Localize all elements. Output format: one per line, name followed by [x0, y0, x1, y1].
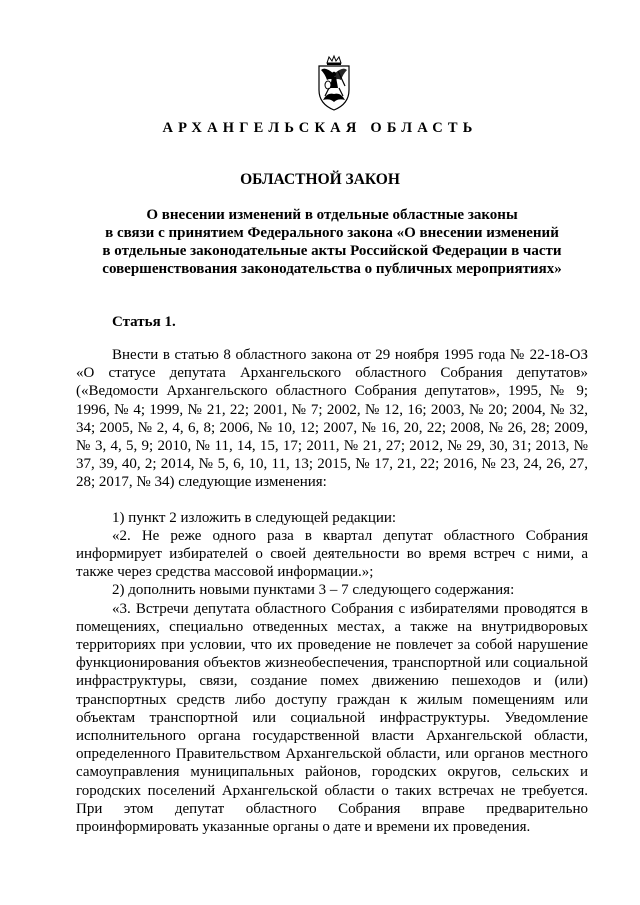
- arkhangelsk-coat-of-arms-icon: [305, 54, 363, 112]
- law-title-line: О внесении изменений в отдельные областные законы: [146, 207, 518, 223]
- law-title-line: в отдельные законодательные акты Российской Федерации в части: [102, 243, 562, 259]
- amendment-item-1: 1) пункт 2 изложить в следующей редакции:: [112, 509, 397, 526]
- article-heading: Статья 1.: [112, 314, 176, 330]
- paragraph-gap: [76, 492, 588, 509]
- article-body: [76, 346, 588, 836]
- article-intro-paragraph: Внести в статью 8 областного закона от 29 ноября 1995 года № 22-18-ОЗ «О статусе депутата Архангельского областного Собрания депутатов» («Ведомости Архангельского областного Собрания депутатов», 1995, № 9; 1996, № 4; 1999, № 21, 22; 2001, № 7; 2002, № 12, 16; 2003, № 20; 2004, № 32, 34; 2005, № 2, 4, 6, 8; 2006, № 10, 12; 2007, № 16, 20, 22; 2008, № 26, 28; 2009, № 3, 4, 5, 9; 2010, № 11, 14, 15, 17; 2011, № 21, 27; 2012, № 29, 30, 31; 2013, № 37, 39, 40, 2; 2014, № 5, 6, 10, 11, 13; 2015, № 17, 21, 22; 2016, № 23, 24, 26, 27, 28; 2017, № 34) следующие изменения:: [76, 347, 588, 491]
- amendment-item-2: 2) дополнить новыми пунктами 3 – 7 следующего содержания:: [112, 582, 515, 599]
- amendment-item-1-text: «2. Не реже одного раза в квартал депутат областного Собрания информирует избирателей о своей деятельности во время встреч с ними, а также через средства массовой информации.»;: [76, 527, 588, 581]
- law-title-line: совершенствования законодательства о публичных мероприятиях»: [102, 261, 562, 277]
- amendment-item-2-text: «3. Встречи депутата областного Собрания с избирателями проводятся в помещениях, специально отведенных местах, а также на внутридворовых территориях при условии, что их проведение не повлечет за собой нарушение функционирования объектов жизнеобеспечения, транспортной или социальной инфраструктуры, связи, создание помех движению пешеходов и (или) транспортных средств либо доступу граждан к жилым помещениям или объектам транспортной или социальной инфраструктуры. Уведомление исполнительного органа государственной власти Архангельской области, определенного Правительством Архангельской области, или органов местного самоуправления муниципальных районов, городских округов, сельских и городских поселений Архангельской области о таких встречах не требуется. При этом депутат областного Собрания вправе предварительно проинформировать указанные органы о дате и времени их проведения.: [76, 600, 588, 836]
- law-type-heading: ОБЛАСТНОЙ ЗАКОН: [240, 171, 400, 188]
- law-title-line: в связи с принятием Федерального закона «О внесении изменений: [105, 225, 559, 241]
- region-name: АРХАНГЕЛЬСКАЯ ОБЛАСТЬ: [162, 120, 478, 136]
- law-title: [76, 206, 588, 278]
